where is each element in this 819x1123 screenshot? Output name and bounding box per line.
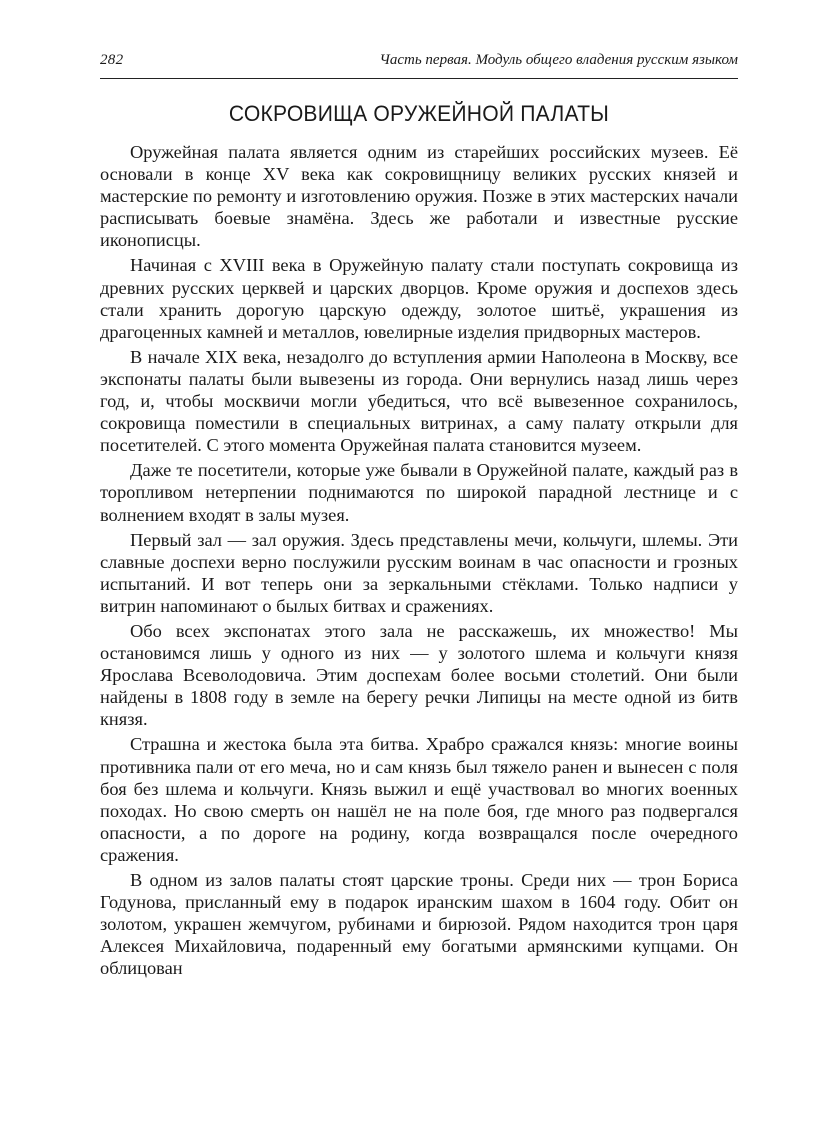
page-number: 282 bbox=[100, 52, 124, 68]
section-title: СОКРОВИЩА ОРУЖЕЙНОЙ ПАЛАТЫ bbox=[228, 101, 610, 126]
book-page bbox=[100, 52, 738, 979]
running-title: Часть первая. Модуль общего владения русским языком bbox=[379, 52, 738, 68]
paragraph: Страшна и жестока была эта битва. Храбро сражался князь: многие воины противника пали от его меча, но и сам князь был тяжело ранен и вынесен с поля боя без шлема и кольчуги. Князь выжил и ещё участвовал во многих военных походах. Но свою смерть он нашёл не на поле боя, где много раз подвергался опасности, а по дороге на родину, когда возвращался после очередного сражения. bbox=[100, 734, 738, 865]
running-header bbox=[100, 52, 738, 79]
paragraph: Оружейная палата является одним из старейших российских музеев. Её основали в конце XV века как сокровищницу великих русских князей и мастерские по ремонту и изготовлению оружия. Позже в этих мастерских начали расписывать боевые знамёна. Здесь же работали и известные русские иконописцы. bbox=[100, 142, 738, 251]
paragraph: В одном из залов палаты стоят царские троны. Среди них — трон Бориса Годунова, присланный ему в подарок иранским шахом в 1604 году. Обит он золотом, украшен жемчугом, рубинами и бирюзой. Рядом находится трон царя Алексея Михайловича, подаренный ему богатыми армянскими купцами. Он облицован bbox=[100, 870, 738, 979]
paragraph: Даже те посетители, которые уже бывали в Оружейной палате, каждый раз в торопливом нетерпении поднимаются по широкой парадной лестнице и с волнением входят в залы музея. bbox=[100, 460, 738, 525]
paragraph: Первый зал — зал оружия. Здесь представлены мечи, кольчуги, шлемы. Эти славные доспехи верно послужили русским воинам в час опасности и грозных испытаний. И вот теперь они за зеркальными стёклами. Только надписи у витрин напоминают о былых битвах и сражениях. bbox=[100, 529, 738, 616]
paragraph: В начале XIX века, незадолго до вступления армии Наполеона в Москву, все экспонаты палаты были вывезены из города. Они вернулись назад лишь через год, и, чтобы москвичи могли убедиться, что всё вывезенное сохранилось, сокровища поместили в специальных витринах, а саму палату открыли для посетителей. С этого момента Оружейная палата становится музеем. bbox=[100, 346, 738, 456]
body-text bbox=[100, 141, 738, 979]
paragraph: Обо всех экспонатах этого зала не расскажешь, их множество! Мы остановимся лишь у одного из них — у золотого шлема и кольчуги князя Ярослава Всеволодовича. Этим доспехам более восьми столетий. Они были найдены в 1808 году в земле на берегу речки Липицы на месте одной из битв князя. bbox=[100, 620, 738, 730]
paragraph: Начиная с XVIII века в Оружейную палату стали поступать сокровища из древних русских церквей и царских дворцов. Кроме оружия и доспехов здесь стали хранить дорогую царскую одежду, золотое шитьё, украшения из драгоценных камней и металлов, ювелирные изделия придворных мастеров. bbox=[100, 255, 738, 342]
